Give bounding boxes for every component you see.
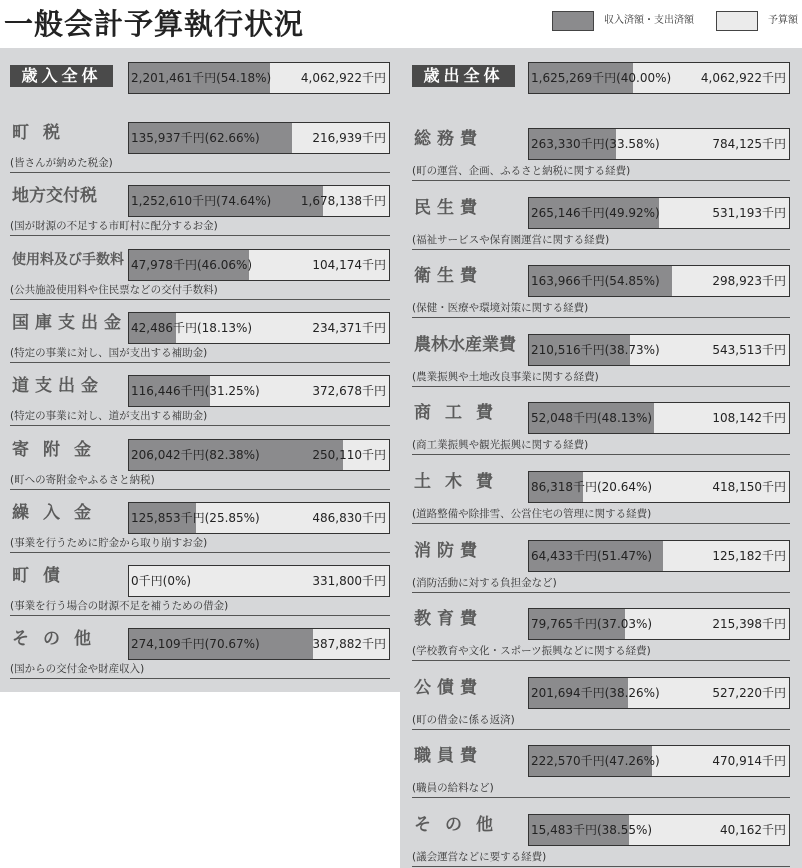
revenue-kifu-label: 寄附金 <box>12 440 105 460</box>
revenue-shiyouryou-description: (公共施設使用料や住民票などの交付手数料) <box>10 284 218 296</box>
expenditure-doboku-bar <box>528 471 790 503</box>
revenue-koufuzei-bar <box>128 185 390 217</box>
revenue-kifu-budget-label: 250,110千円 <box>312 448 386 462</box>
revenue-koufuzei-label: 地方交付税 <box>12 186 97 206</box>
revenue-koufuzei-underline <box>10 235 390 236</box>
expenditure-shoubou-actual-label: 64,433千円(51.47%) <box>531 549 653 563</box>
expenditure-total-bar <box>528 62 790 94</box>
expenditure-kousai-budget-label: 527,220千円 <box>712 686 786 700</box>
revenue-sonota-description: (国からの交付金や財産収入) <box>10 663 145 675</box>
expenditure-sonota-budget-label: 40,162千円 <box>720 823 786 837</box>
revenue-zei-budget-label: 216,939千円 <box>312 131 386 145</box>
expenditure-soumu-bar <box>528 128 790 160</box>
revenue-sonota-underline <box>10 678 390 679</box>
expenditure-minsei-actual-label: 265,146千円(49.92%) <box>531 206 660 220</box>
expenditure-shoukou-actual-label: 52,048千円(48.13%) <box>531 411 653 425</box>
expenditure-total-actual-label: 1,625,269千円(40.00%) <box>531 71 672 85</box>
revenue-sonota-bar <box>128 628 390 660</box>
expenditure-shoubou-budget-label: 125,182千円 <box>712 549 786 563</box>
revenue-shiyouryou-label: 使用料及び手数料 <box>12 252 124 268</box>
revenue-zei-bar <box>128 122 390 154</box>
expenditure-kousai-description: (町の借金に係る返済) <box>412 714 515 726</box>
expenditure-shoukou-label: 商工費 <box>414 403 507 423</box>
revenue-shiyouryou-bar <box>128 249 390 281</box>
expenditure-doboku-actual-label: 86,318千円(20.64%) <box>531 480 653 494</box>
revenue-kokko-label: 国庫支出金 <box>12 313 127 333</box>
revenue-kuriire-label: 繰入金 <box>12 503 105 523</box>
revenue-kifu-underline <box>10 489 390 490</box>
expenditure-shoubou-label: 消防費 <box>414 541 483 561</box>
expenditure-shoukou-budget-label: 108,142千円 <box>712 411 786 425</box>
expenditure-doboku-description: (道路整備や除排雪、公営住宅の管理に関する経費) <box>412 508 652 520</box>
expenditure-shoubou-bar <box>528 540 790 572</box>
revenue-sai-label: 町債 <box>12 566 74 586</box>
expenditure-nourin-label: 農林水産業費 <box>414 335 516 355</box>
revenue-dou-budget-label: 372,678千円 <box>312 384 386 398</box>
revenue-zei-label: 町税 <box>12 123 74 143</box>
expenditure-nourin-budget-label: 543,513千円 <box>712 343 786 357</box>
revenue-koufuzei-budget-label: 1,678,138千円 <box>300 194 386 208</box>
revenue-kuriire-bar <box>128 502 390 534</box>
revenue-kokko-bar <box>128 312 390 344</box>
expenditure-shoubou-underline <box>412 592 790 593</box>
expenditure-minsei-underline <box>412 249 790 250</box>
revenue-dou-actual-label: 116,446千円(31.25%) <box>131 384 260 398</box>
expenditure-minsei-bar <box>528 197 790 229</box>
legend-received-swatch <box>552 11 594 31</box>
expenditure-kyouiku-bar <box>528 608 790 640</box>
expenditure-shoukou-description: (商工業振興や観光振興に関する経費) <box>412 439 589 451</box>
expenditure-eisei-description: (保健・医療や環境対策に関する経費) <box>412 302 589 314</box>
revenue-sai-description: (事業を行う場合の財源不足を補うための借金) <box>10 600 229 612</box>
revenue-kifu-description: (町への寄附金やふるさと納税) <box>10 474 155 486</box>
expenditure-sonota-actual-label: 15,483千円(38.55%) <box>531 823 653 837</box>
expenditure-shokuin-budget-label: 470,914千円 <box>712 754 786 768</box>
expenditure-shokuin-actual-label: 222,570千円(47.26%) <box>531 754 660 768</box>
legend-budget-label: 予算額 <box>768 15 798 26</box>
expenditure-kousai-actual-label: 201,694千円(38.26%) <box>531 686 660 700</box>
expenditure-kyouiku-underline <box>412 660 790 661</box>
revenue-total-budget-label: 4,062,922千円 <box>300 71 386 85</box>
revenue-total-bar <box>128 62 390 94</box>
expenditure-shokuin-underline <box>412 797 790 798</box>
expenditure-nourin-description: (農業振興や土地改良事業に関する経費) <box>412 371 599 383</box>
revenue-zei-actual-label: 135,937千円(62.66%) <box>131 131 260 145</box>
expenditure-nourin-actual-label: 210,516千円(38.73%) <box>531 343 660 357</box>
revenue-kifu-actual-label: 206,042千円(82.38%) <box>131 448 260 462</box>
expenditure-shoukou-bar <box>528 402 790 434</box>
revenue-sonota-label: その他 <box>12 629 105 649</box>
revenue-shiyouryou-actual-label: 47,978千円(46.06%) <box>131 258 253 272</box>
expenditure-shokuin-bar <box>528 745 790 777</box>
revenue-kifu-bar <box>128 439 390 471</box>
expenditure-total-label: 歳出全体 <box>412 65 515 87</box>
expenditure-soumu-underline <box>412 180 790 181</box>
expenditure-minsei-budget-label: 531,193千円 <box>712 206 786 220</box>
expenditure-doboku-label: 土木費 <box>414 472 507 492</box>
revenue-kuriire-actual-label: 125,853千円(25.85%) <box>131 511 260 525</box>
revenue-dou-description: (特定の事業に対し、道が支出する補助金) <box>10 410 208 422</box>
revenue-kokko-budget-label: 234,371千円 <box>312 321 386 335</box>
revenue-shiyouryou-budget-label: 104,174千円 <box>312 258 386 272</box>
revenue-sai-bar <box>128 565 390 597</box>
expenditure-minsei-description: (福祉サービスや保育園運営に関する経費) <box>412 234 610 246</box>
revenue-sai-budget-label: 331,800千円 <box>312 574 386 588</box>
expenditure-doboku-budget-label: 418,150千円 <box>712 480 786 494</box>
expenditure-kousai-bar <box>528 677 790 709</box>
expenditure-nourin-underline <box>412 386 790 387</box>
expenditure-kousai-underline <box>412 729 790 730</box>
revenue-koufuzei-description: (国が財源の不足する市町村に配分するお金) <box>10 220 218 232</box>
expenditure-total-budget-label: 4,062,922千円 <box>700 71 786 85</box>
revenue-sai-actual-label: 0千円(0%) <box>131 574 192 588</box>
expenditure-eisei-label: 衛生費 <box>414 266 483 286</box>
expenditure-kyouiku-budget-label: 215,398千円 <box>712 617 786 631</box>
revenue-kokko-actual-label: 42,486千円(18.13%) <box>131 321 253 335</box>
revenue-zei-description: (皆さんが納めた税金) <box>10 157 113 169</box>
legend-budget-swatch <box>716 11 758 31</box>
expenditure-sonota-underline <box>412 866 790 867</box>
revenue-total-label: 歳入全体 <box>10 65 113 87</box>
expenditure-soumu-description: (町の運営、企画、ふるさと納税に関する経費) <box>412 165 631 177</box>
expenditure-soumu-actual-label: 263,330千円(33.58%) <box>531 137 660 151</box>
expenditure-kousai-label: 公債費 <box>414 678 483 698</box>
expenditure-minsei-label: 民生費 <box>414 198 483 218</box>
expenditure-nourin-bar <box>528 334 790 366</box>
revenue-total-actual-label: 2,201,461千円(54.18%) <box>131 71 272 85</box>
revenue-sai-underline <box>10 615 390 616</box>
revenue-kuriire-underline <box>10 552 390 553</box>
expenditure-sonota-description: (議会運営などに要する経費) <box>412 851 547 863</box>
revenue-sonota-budget-label: 387,882千円 <box>312 637 386 651</box>
revenue-kuriire-budget-label: 486,830千円 <box>312 511 386 525</box>
expenditure-kyouiku-label: 教育費 <box>414 609 483 629</box>
revenue-dou-bar <box>128 375 390 407</box>
expenditure-shoubou-description: (消防活動に対する負担金など) <box>412 577 557 589</box>
expenditure-shoukou-underline <box>412 454 790 455</box>
revenue-sonota-actual-label: 274,109千円(70.67%) <box>131 637 260 651</box>
expenditure-sonota-bar <box>528 814 790 846</box>
revenue-zei-underline <box>10 172 390 173</box>
page-title: 一般会計予算執行状況 <box>4 7 305 41</box>
expenditure-shokuin-description: (職員の給料など) <box>412 782 494 794</box>
expenditure-kyouiku-description: (学校教育や文化・スポーツ振興などに関する経費) <box>412 645 651 657</box>
revenue-kokko-underline <box>10 362 390 363</box>
expenditure-sonota-label: その他 <box>414 815 507 835</box>
expenditure-eisei-actual-label: 163,966千円(54.85%) <box>531 274 660 288</box>
expenditure-shokuin-label: 職員費 <box>414 746 483 766</box>
revenue-koufuzei-actual-label: 1,252,610千円(74.64%) <box>131 194 272 208</box>
expenditure-soumu-budget-label: 784,125千円 <box>712 137 786 151</box>
revenue-shiyouryou-underline <box>10 299 390 300</box>
expenditure-eisei-bar <box>528 265 790 297</box>
expenditure-doboku-underline <box>412 523 790 524</box>
revenue-dou-underline <box>10 425 390 426</box>
legend-received-label: 収入済額・支出済額 <box>604 15 694 26</box>
expenditure-soumu-label: 総務費 <box>414 129 483 149</box>
expenditure-eisei-underline <box>412 317 790 318</box>
revenue-kokko-description: (特定の事業に対し、国が支出する補助金) <box>10 347 208 359</box>
revenue-kuriire-description: (事業を行うために貯金から取り崩すお金) <box>10 537 208 549</box>
expenditure-eisei-budget-label: 298,923千円 <box>712 274 786 288</box>
expenditure-kyouiku-actual-label: 79,765千円(37.03%) <box>531 617 653 631</box>
revenue-dou-label: 道支出金 <box>12 376 104 396</box>
